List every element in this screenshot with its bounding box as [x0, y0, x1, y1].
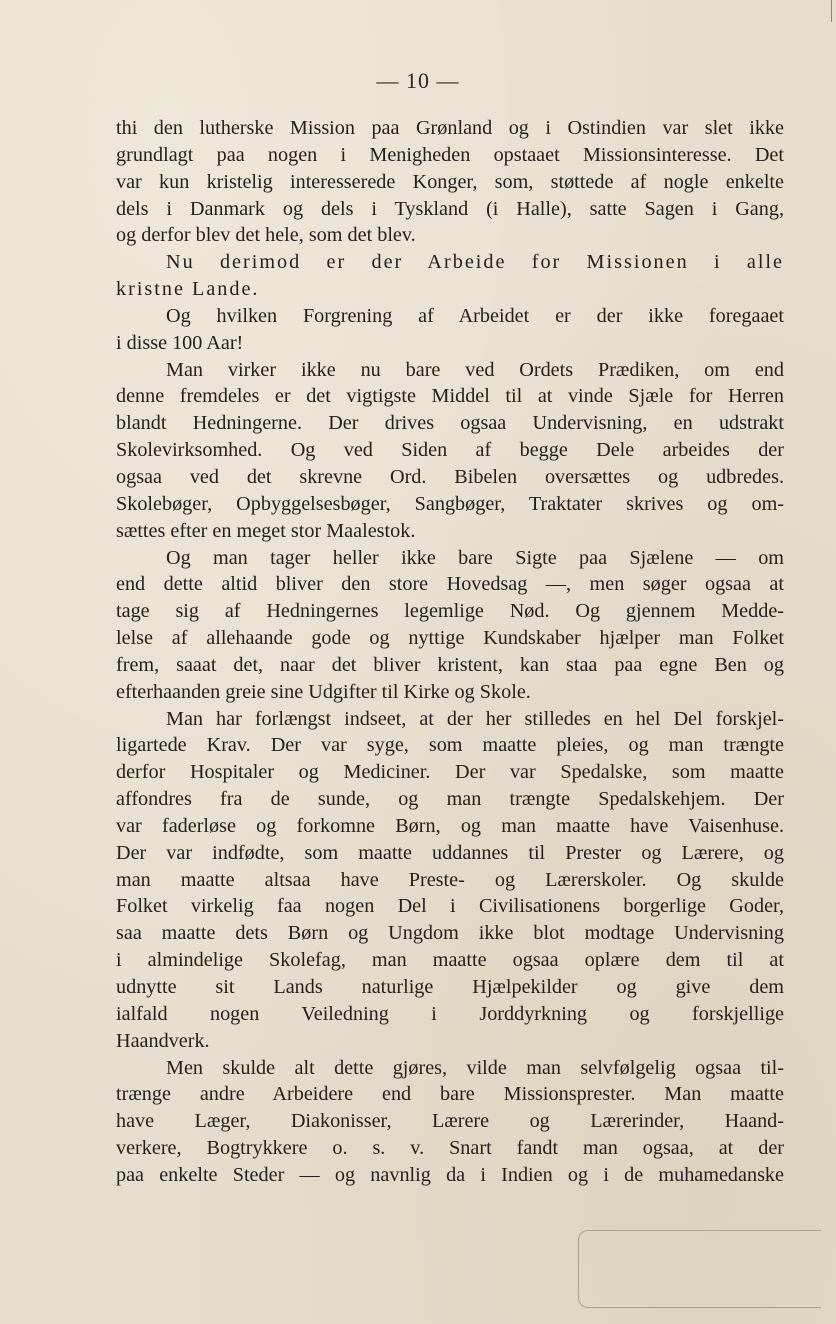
text-line: Skolevirksomhed. Og ved Siden af begge Dele arbeides der — [116, 439, 784, 462]
text-line: sættes efter en meget stor Maalestok. — [116, 519, 416, 542]
text-line: udnytte sit Lands naturlige Hjælpekilder og give dem — [116, 976, 784, 998]
text-line: var kun kristelig interesserede Konger, som, støttede af nogle enkelte — [116, 170, 784, 193]
text-line: have Læger, Diakonisser, Lærere og Lærerinder, Haand- — [116, 1110, 784, 1133]
text-line: var faderløse og forkomne Børn, og man maatte have Vaisenhuse. — [116, 814, 784, 837]
text-line: lelse af allehaande gode og nyttige Kundskaber hjælper man Folket — [116, 627, 784, 650]
text-line: blandt Hedningerne. Der drives ogsaa Undervisning, en udstrakt — [116, 412, 784, 435]
text-line: og derfor blev det hele, som det blev. — [116, 224, 416, 247]
text-line: Man virker ikke nu bare ved Ordets Prædiken, om end — [166, 358, 784, 381]
text-line: Og hvilken Forgrening af Arbeidet er der ikke foregaaet — [166, 304, 784, 327]
text-line: derfor Hospitaler og Mediciner. Der var Spedalske, som maatte — [116, 761, 784, 784]
text-line: trænge andre Arbeidere end bare Missionsprester. Man maatte — [116, 1083, 784, 1106]
text-line: Der var indfødte, som maatte uddannes til Prester og Lærere, og — [116, 841, 784, 864]
text-line: saa maatte dets Børn og Ungdom ikke blot modtage Undervisning — [116, 922, 784, 945]
text-line: ligartede Krav. Der var syge, som maatte pleies, og man trængte — [116, 734, 784, 757]
text-line: efterhaanden greie sine Udgifter til Kirke og Skole. — [116, 680, 531, 703]
text-line: man maatte altsaa have Preste- og Lærerskoler. Og skulde — [116, 868, 784, 891]
text-line: dels i Danmark og dels i Tyskland (i Halle), satte Sagen i Gang, — [116, 197, 784, 220]
text-line: Haandverk. — [116, 1029, 210, 1052]
text-line: i disse 100 Aar! — [116, 331, 244, 354]
text-line: Man har forlængst indseet, at der her stilledes en hel Del forskjel- — [166, 707, 784, 730]
text-line: paa enkelte Steder — og navnlig da i Indien og i de muhamedanske — [116, 1163, 784, 1186]
text-line: Og man tager heller ikke bare Sigte paa Sjælene — om — [166, 546, 784, 569]
text-line: ialfald nogen Veiledning i Jorddyrkning og forskjellige — [116, 1002, 784, 1025]
library-stamp-outline — [578, 1230, 821, 1308]
text-line: Men skulde alt dette gjøres, vilde man selvfølgelig ogsaa til- — [166, 1056, 784, 1079]
text-line: Folket virkelig faa nogen Del i Civilisationens borgerlige Goder, — [116, 895, 784, 918]
text-line: grundlagt paa nogen i Menigheden opstaaet Missionsinteresse. Det — [116, 143, 784, 166]
text-line: thi den lutherske Mission paa Grønland og i Ostindien var slet ikke — [116, 117, 784, 139]
text-line: verkere, Bogtrykkere o. s. v. Snart fandt man ogsaa, at der — [116, 1137, 784, 1160]
text-line: end dette altid bliver den store Hovedsag —, men søger ogsaa at — [116, 573, 784, 596]
body-text — [116, 115, 784, 1189]
text-line: i almindelige Skolefag, man maatte ogsaa oplære dem til at — [116, 949, 784, 972]
text-line: Nu derimod er der Arbeide for Missionen i alle — [166, 251, 784, 274]
text-line: affondres fra de sunde, og man trængte Spedalskehjem. Der — [116, 788, 784, 811]
text-line: tage sig af Hedningernes legemlige Nød. Og gjennem Medde- — [116, 600, 784, 623]
text-line: kristne Lande. — [116, 278, 260, 301]
page-edge-mark — [831, 0, 832, 22]
text-line: frem, saaat det, naar det bliver kristent, kan staa paa egne Ben og — [116, 653, 784, 676]
page-number: — 10 — — [376, 68, 460, 93]
text-line: Skolebøger, Opbyggelsesbøger, Sangbøger, Traktater skrives og om- — [116, 492, 784, 515]
text-line: denne fremdeles er det vigtigste Middel til at vinde Sjæle for Herren — [116, 385, 784, 408]
text-line: ogsaa ved det skrevne Ord. Bibelen oversættes og udbredes. — [116, 465, 784, 488]
